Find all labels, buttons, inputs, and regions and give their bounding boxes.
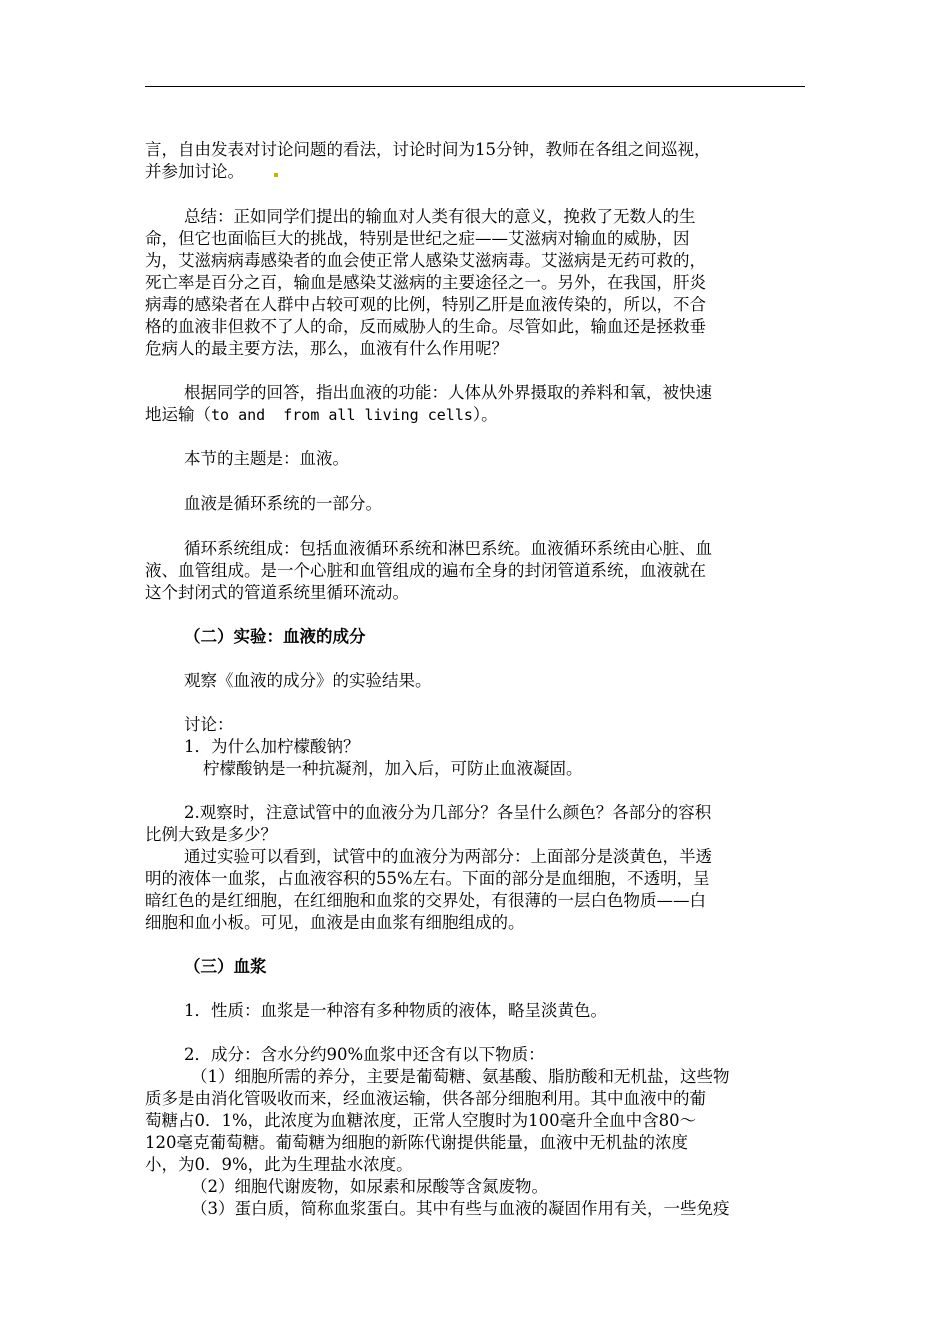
text-line: 暗红色的是红细胞，在红细胞和血浆的交界处，有很薄的一层白色物质——白: [145, 891, 706, 910]
text-line: 柠檬酸钠是一种抗凝剂，加入后，可防止血液凝固。: [203, 759, 583, 778]
text-line: 2.观察时，注意试管中的血液分为几部分？各呈什么颜色？各部分的容积: [184, 803, 712, 822]
edit-mark: [274, 173, 278, 177]
text-line: 命，但它也面临巨大的挑战，特别是世纪之症——艾滋病对输血的威胁，因: [145, 229, 690, 248]
text-line: 小，为0．9%，此为生理盐水浓度。: [145, 1155, 413, 1174]
text-line: 质多是由消化管吸收而来，经血液运输，供各部分细胞利用。其中血液中的葡: [145, 1089, 706, 1108]
text-line: 萄糖占0．1%，此浓度为血糖浓度，正常人空腹时为100毫升全血中含80～: [145, 1111, 697, 1130]
text-line: 死亡率是百分之百，输血是感染艾滋病的主要途径之一。另外，在我国，肝炎: [145, 273, 706, 292]
text-line: 通过实验可以看到，试管中的血液分为两部分：上面部分是淡黄色，半透: [184, 847, 712, 866]
text-line: （2）细胞代谢废物，如尿素和尿酸等含氮废物。: [191, 1177, 548, 1196]
text-line: 1．为什么加柠檬酸钠？: [184, 737, 360, 756]
text-line: 2．成分：含水分约90%血浆中还含有以下物质：: [184, 1045, 545, 1064]
text-span: 并参加讨论。: [145, 162, 244, 181]
text-line: [145, 404, 498, 426]
text-line: 明的液体一血浆，占血液容积的55%左右。下面的部分是血细胞，不透明，呈: [145, 869, 710, 888]
text-line: 言，自由发表对讨论问题的看法，讨论时间为15分钟，教师在各组之间巡视，: [145, 140, 711, 159]
text-line: 液、血管组成。是一个心脏和血管组成的遍布全身的封闭管道系统，血液就在: [145, 561, 706, 580]
text-line: 比例大致是多少？: [145, 825, 277, 844]
section-heading: （二）实验：血液的成分: [184, 627, 366, 646]
text-line: 循环系统组成：包括血液循环系统和淋巴系统。血液循环系统由心脏、血: [184, 539, 712, 558]
text-line: 1．性质：血浆是一种溶有多种物质的液体，略呈淡黄色。: [184, 1001, 607, 1020]
text-line: 本节的主题是：血液。: [184, 449, 349, 468]
text-line: [145, 161, 278, 183]
text-line: 格的血液非但救不了人的命，反而威胁人的生命。尽管如此，输血还是拯救垂: [145, 317, 706, 336]
text-line: 这个封闭式的管道系统里循环流动。: [145, 583, 409, 602]
english-span: to and from all living cells: [211, 406, 473, 424]
header-rule: [145, 86, 805, 87]
text-line: 根据同学的回答，指出血液的功能：人体从外界摄取的养料和氧，被快速: [184, 383, 712, 402]
text-line: 总结：正如同学们提出的输血对人类有很大的意义，挽救了无数人的生: [184, 207, 696, 226]
text-line: 讨论：: [184, 715, 234, 734]
text-line: 危病人的最主要方法，那么，血液有什么作用呢？: [145, 339, 508, 358]
section-heading: （三）血浆: [184, 957, 267, 976]
text-line: 血液是循环系统的一部分。: [184, 494, 382, 513]
text-line: 观察《血液的成分》的实验结果。: [184, 671, 432, 690]
text-span: ）。: [472, 405, 498, 424]
text-line: 病毒的感染者在人群中占较可观的比例，特别乙肝是血液传染的，所以，不合: [145, 295, 706, 314]
text-line: 细胞和血小板。可见，血液是由血浆有细胞组成的。: [145, 913, 525, 932]
text-span: 地运输（: [145, 405, 211, 424]
text-line: 120毫克葡萄糖。葡萄糖为细胞的新陈代谢提供能量，血液中无机盐的浓度: [145, 1133, 688, 1152]
text-line: 为，艾滋病病毒感染者的血会使正常人感染艾滋病毒。艾滋病是无药可救的，: [145, 251, 706, 270]
text-line: （3）蛋白质，简称血浆蛋白。其中有些与血液的凝固作用有关，一些免疫: [191, 1199, 730, 1218]
text-line: （1）细胞所需的养分，主要是葡萄糖、氨基酸、脂肪酸和无机盐，这些物: [191, 1067, 730, 1086]
